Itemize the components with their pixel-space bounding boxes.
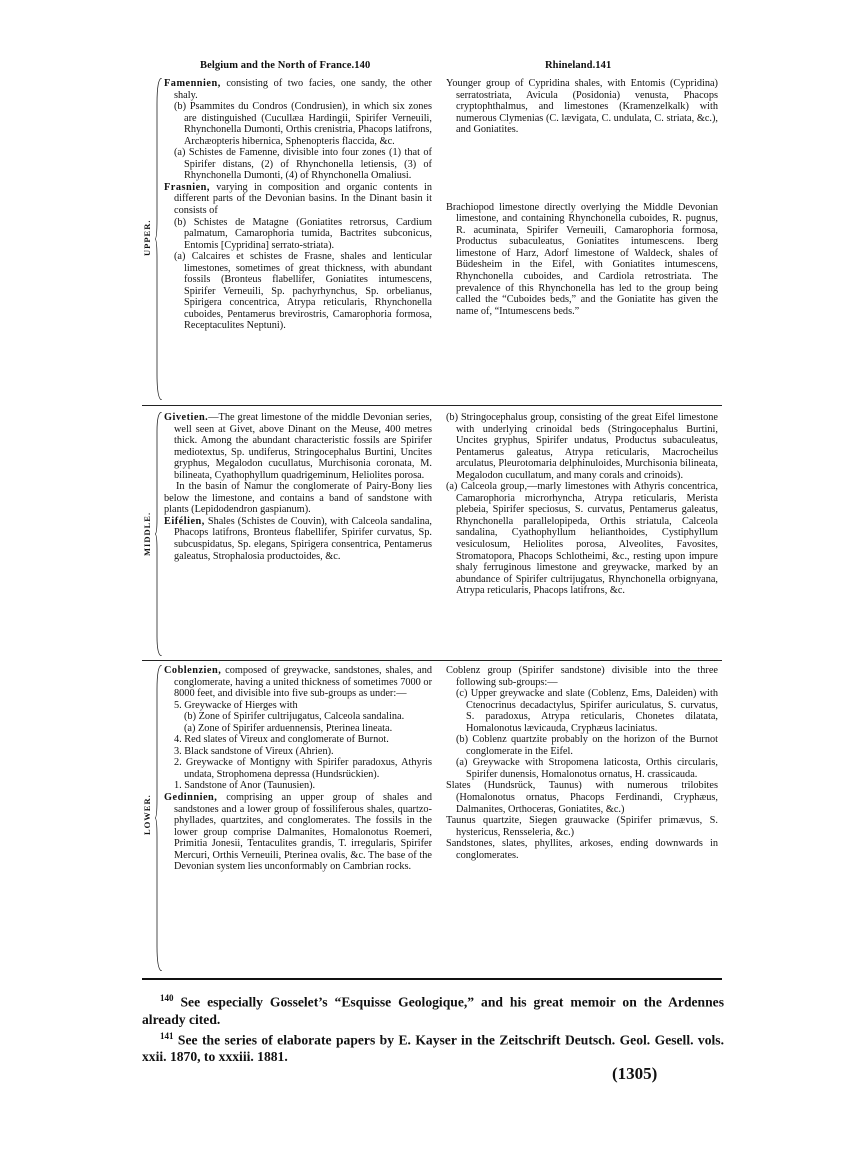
- coblenz-group-intro: Coblenz group (Spirifer sandstone) divisible into the three following sub-groups:—: [446, 665, 718, 688]
- upper-devonian-row: [142, 78, 722, 400]
- lower-brace: [155, 665, 163, 971]
- eifelien-term: Eifélien,: [164, 515, 205, 527]
- famennien-term: Famennien,: [164, 78, 221, 89]
- famennien-paragraph: Famennien, consisting of two facies, one sandy, the other shaly.: [164, 78, 432, 101]
- page-number: (1305): [612, 1064, 658, 1083]
- lower-right-column: [446, 665, 718, 861]
- coblenzien-item-5: 5. Greywacke of Hierges with: [174, 699, 298, 711]
- givetien-paragraph: Givetien.—The great limestone of the middle Devonian series, well seen at Givet, above Dinant on the Meuse, 400 metres thick. Among the abundant characteristic fossils are Spirifer mediotextus, Sp. undiferus, Stringocephalus Burtini, Uncites gryphus, Megalodon cucullatus, Murchisonia coronata, M. bilineata, Cyathophyllum quadrigeminum, Heliolites porosa.: [164, 412, 432, 481]
- divider-middle-lower: [142, 660, 722, 661]
- coblenz-group-b: (b) Coblenz quartzite probably on the horizon of the Burnot conglomerate in the Eifel.: [456, 734, 718, 757]
- namur-paragraph: In the basin of Namur the conglomerate of Pairy-Bony lies below the limestone, and contains a band of sandstone with plants (Lepidodendron gaspianum).: [164, 481, 432, 516]
- divider-footnotes: [142, 978, 722, 980]
- frasnien-paragraph: Frasnien, varying in composition and organic contents in different parts of the Devonian basins. In the Dinant basin it consists of: [164, 181, 432, 217]
- calceola-group: (a) Calceola group,—marly limestones with Athyris concentrica, Camarophoria microrhyncha, Atrypa reticularis, Merista plebeia, Spirifer speciosus, S. curvatus, Pentamerus galeatus, Rhynchonella parallelopipeda, Orthis striatula, Calceola sandalina, Cyathophyllum helianthoides, Cystiphyllum vesiculosum, Heliolites porosa, Alveolites, Favosites, Stromatopora, Phacops Schlotheimi, &c., resting upon impure shaly ferruginous limestone and greywacke, marked by an abundance of Spirifer cultrijugatus, Rhynchonella orbignyana, Atrypa reticularis, Phacops latifrons, &c.: [446, 481, 718, 597]
- lower-sandstones: Sandstones, slates, phyllites, arkoses, ending downwards in conglomerates.: [446, 838, 718, 861]
- footnotes: [142, 990, 724, 1065]
- middle-devonian-row: [142, 412, 722, 656]
- coblenz-group-a: (a) Greywacke with Stropomena laticosta, Orthis circularis, Spirifer dunensis, Homalonotus ornatus, H. crassicauda.: [456, 757, 718, 780]
- upper-label: UPPER.: [142, 219, 152, 257]
- stringocephalus-group: (b) Stringocephalus group, consisting of the great Eifel limestone with underlying crinoidal beds (Stringocephalus Burtini, Uncites gryphus, Spirifer undatus, Productus subaculeatus, Pentamerus galeatus, Atrypa reticularis, Macrocheilus arculatus, Pleurotomaria delphinuloides, Murchisonia bilineata, Megalodon cucullatum, and many corals and crinoids).: [446, 412, 718, 481]
- taunus-quartzite: Taunus quartzite, Siegen grauwacke (Spirifer primævus, S. hystericus, Rensseleria, &c.): [446, 815, 718, 838]
- footnote-141-mark: 141: [160, 1030, 174, 1041]
- middle-right-column: [446, 412, 718, 597]
- givetien-term: Givetien.: [164, 412, 209, 423]
- middle-label: MIDDLE.: [142, 511, 152, 557]
- coblenzien-item-3: 3. Black sandstone of Vireux (Ahrien).: [174, 745, 334, 757]
- left-column-heading: Belgium and the North of France.140: [200, 60, 371, 71]
- frasnien-a: (a) Calcaires et schistes de Frasne, shales and lenticular limestones, sometimes of great thickness, with abundant fossils (Bronteus flabellifer, Goniatites intumescens, Spirifer Verneuili, Sp. pachyrhynchus, Sp. orbelianus, Spirigera concentrica, Atrypa reticularis, Rhynchonella cuboides, Pentamerus brevirostris, Camarophoria formosa, Receptaculites Neptuni).: [174, 251, 432, 332]
- right-column-heading: Rhineland.141: [545, 60, 612, 71]
- footnote-140-mark: 140: [160, 993, 174, 1003]
- hundsruck-slates: Slates (Hundsrück, Taunus) with numerous trilobites (Homalonotus ornatus, Phacops Ferdinandi, Cryphæus, Dalmanites, Orthoceras, Goniatites, &c.): [446, 780, 718, 815]
- gedinnien-paragraph: Gedinnien, comprising an upper group of shales and sandstones and a lower group of fossiliferous shales, quartzo-phyllades, quartzites, and conglomerates. The fossils in the lower group comprise Dalmanites, Homalonotus Roemeri, Primitia Jonesii, Tentaculites grandis, T. irregularis, Spirifer Mercuri, Orthis Verneuili, Pterinea ovalis, &c. The base of the Devonian system lies unconformably on Cambrian rocks.: [164, 792, 432, 873]
- coblenzien-item-5b: (b) Zone of Spirifer cultrijugatus, Calceola sandalina.: [184, 711, 405, 723]
- eifelien-paragraph: Eifélien, Shales (Schistes de Couvin), with Calceola sandalina, Phacops latifrons, Bronteus flabellifer, Spirifer curvatus, Sp. subcuspidatus, Sp. elegans, Spirigera consentrica, Pentamerus galeatus, Strophalosia productoides, &c.: [164, 515, 432, 562]
- middle-brace: [155, 412, 163, 656]
- coblenzien-item-2: 2. Greywacke of Montigny with Spirifer paradoxus, Athyris undata, Strophomena depressa (Hundsrückien).: [174, 757, 432, 780]
- famennien-b: (b) Psammites du Condros (Condrusien), in which six zones are distinguished (Cucullæa Hardingii, Spirifer Verneuili, Rhynchonella Dumonti, Orthis crenistria, Phacops latifrons, Archæopteris hibernica, Sphenopteris flaccida, &c.: [174, 101, 432, 147]
- coblenzien-item-4: 4. Red slates of Vireux and conglomerate of Burnot.: [174, 734, 389, 746]
- famennien-a: (a) Schistes de Famenne, divisible into four zones (1) that of Spirifer distans, (2) of Rhynchonella letiensis, (3) of Rhynchonella Dumonti, (4) of Rhynchonella Omaliusi.: [174, 147, 432, 182]
- upper-right-column: [446, 78, 718, 317]
- upper-brace: [155, 78, 163, 400]
- coblenzien-paragraph: Coblenzien, composed of greywacke, sandstones, shales, and conglomerate, having a united thickness of sometimes 7000 or 8000 feet, and divisible into five sub-groups as under:—: [164, 665, 432, 700]
- footnote-141: $^{141}$ See the series of elaborate papers by E. Kayser in the Zeitschrift Deutsch. Geol. Gesell. vols. xxii. 1870, to xxxiii. 1881.: [142, 1030, 724, 1065]
- frasnien-b: (b) Schistes de Matagne (Goniatites retrorsus, Cardium palmatum, Camarophoria tumida, Bactrites subconicus, Entomis [Cypridina] serrato-striata).: [174, 216, 432, 251]
- middle-left-column: [164, 412, 432, 562]
- upper-left-column: [164, 78, 432, 332]
- brachiopod-limestone-paragraph: Brachiopod limestone directly overlying the Middle Devonian limestone, and containing Rhynchonella cuboides, R. pugnus, R. acuminata, Spirifer Verneuili, Camarophoria formosa, Productus subaculeatus, Goniatites intumescens. Iberg limestone of Harz, Adorf limestone of Waldeck, shales of Büdesheim in the Eifel, with Goniatites intumescens, Rhynchonella cuboides, and Cardiola retrostriata. The prevalence of this Rhynchonella has led to the group being called the “Cuboides beds,” and the Goniatite has given the name of, “Intumescens beds.”: [446, 201, 718, 317]
- lower-left-column: [164, 665, 432, 873]
- coblenz-group-c: (c) Upper greywacke and slate (Coblenz, Ems, Daleiden) with Ctenocrinus decadactylus, Spirifer auriculatus, S. curvatus, S. paradoxus, Atrypa reticularis, Chonetes dilatata, Homalonotus lævicauda, Cryphæus laciniatus.: [456, 688, 718, 734]
- gedinnien-term: Gedinnien,: [164, 792, 218, 804]
- lower-devonian-row: [142, 665, 722, 971]
- lower-label: LOWER.: [142, 794, 152, 836]
- coblenzien-term: Coblenzien,: [164, 665, 222, 676]
- frasnien-term: Frasnien,: [164, 181, 210, 193]
- coblenzien-item-1: 1. Sandstone of Anor (Taunusien).: [174, 780, 316, 792]
- cypridina-shales-paragraph: Younger group of Cypridina shales, with Entomis (Cypridina) serratostriata, Avicula (Posidonia) venusta, Phacops cryptophthalmus, and limestones (Kramenzelkalk) with numerous Clymenias (C. lævigata, C. undulata, C. striata, &c.), and Goniatites.: [446, 78, 718, 136]
- footnote-140: $^{140}$ See especially Gosselet’s “Esquisse Geologique,” and his great memoir on the Ardennes already cited.: [142, 993, 724, 1027]
- divider-upper-middle: [142, 405, 722, 406]
- coblenzien-item-5a: (a) Zone of Spirifer arduennensis, Pterinea lineata.: [184, 722, 393, 734]
